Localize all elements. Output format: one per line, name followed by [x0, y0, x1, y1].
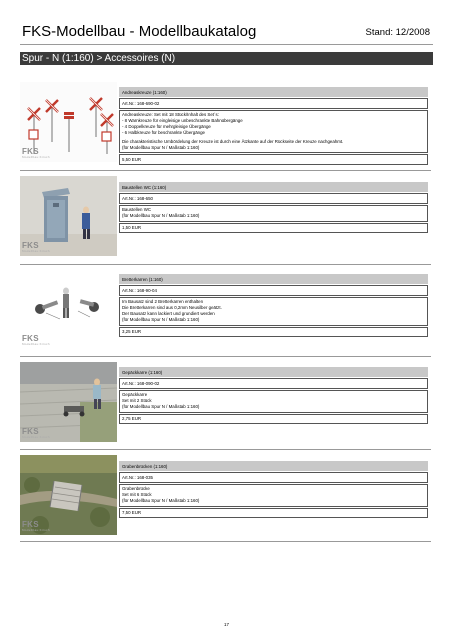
product-name: Baustellen WC (1:160): [119, 182, 428, 192]
description-line: Die Bretterkarren sind aus 0,2mm Neusilber geätzt.: [122, 305, 222, 311]
product-photo: [20, 362, 117, 442]
watermark-logo: FKS Modellbau Kirsch: [22, 334, 50, 346]
product-name: Gepäckkarre (1:160): [119, 367, 428, 377]
watermark-logo: FKS Modellbau Kirsch: [22, 241, 50, 253]
description-line: (für Modellbau Spur N / Maßstab 1:160): [122, 213, 200, 219]
catalog-title: FKS-Modellbau - Modellbaukatalog: [22, 23, 257, 40]
description-line: (für Modellbau Spur N / Maßstab 1:160): [122, 498, 200, 504]
product-description: [119, 110, 428, 154]
description-line: Grabenbrücke: [122, 486, 150, 492]
item-divider: [20, 541, 431, 542]
watermark-logo: FKS Modellbau Kirsch: [22, 427, 50, 439]
article-number: Art.Nr.: 168-90-04: [119, 285, 428, 295]
description-line: (für Modellbau Spur N / Maßstab 1:160): [122, 317, 200, 323]
product-info: [119, 274, 428, 337]
description-line: Die charakteristische Umbördelung der Kreuze ist durch eine Ätzkante auf der Rückseite der Kreuze nachgeahmt.: [122, 138, 344, 144]
product-description: [119, 297, 428, 326]
product-info: [119, 87, 428, 165]
description-line: - 4 Doppelkreuze für mehrgleisige Übergänge: [122, 124, 211, 130]
description-line: - 8 Warnkreuze für eingleisige unbeschrankte Bahnübergänge: [122, 118, 243, 124]
product-description: [119, 390, 428, 413]
watermark-logo: FKS Modellbau Kirsch: [22, 520, 50, 532]
product-price: 5,50 EUR: [119, 154, 428, 164]
page-number: 17: [223, 622, 229, 627]
item-divider: [20, 170, 431, 171]
product-description: [119, 484, 428, 507]
description-line: Set mit 2 Stück: [122, 398, 152, 404]
product-photo: [20, 455, 117, 535]
catalog-date: Stand: 12/2008: [365, 27, 430, 38]
product-name: Bretterkarren (1:160): [119, 274, 428, 284]
item-divider: [20, 449, 431, 450]
product-photo: [20, 269, 117, 349]
product-price: 1,50 EUR: [119, 223, 428, 233]
description-line: Gepäckkarre: [122, 392, 148, 398]
product-photo: [20, 176, 117, 256]
article-number: Art.Nr.: 168-650: [119, 193, 428, 203]
item-divider: [20, 356, 431, 357]
product-info: [119, 182, 428, 233]
product-name: Grabenbrücken (1:160): [119, 461, 428, 471]
header-divider: [20, 44, 433, 45]
description-line: Der Bausatz kann lackiert und grundiert werden: [122, 311, 215, 317]
product-name: Andreaskreuze (1:160): [119, 87, 428, 97]
description-line: - 6 Halbkreuze für beschrankte Übergänge: [122, 130, 205, 136]
description-line: (für Modellbau Spur N / Maßstab 1:160): [122, 404, 200, 410]
product-price: 2,75 EUR: [119, 414, 428, 424]
product-info: [119, 461, 428, 518]
product-price: 3,25 EUR: [119, 327, 428, 337]
description-line: Set mit 6 Stück: [122, 492, 152, 498]
item-divider: [20, 264, 431, 265]
watermark-logo: FKS Modellbau Kirsch: [22, 147, 50, 159]
description-line: Baustellen WC: [122, 207, 152, 213]
product-photo: [20, 82, 117, 162]
description-line: Im Bausatz sind 2 Bretterkarren enthalten: [122, 299, 204, 305]
description-line: (für Modellbau Spur N / Maßstab 1:160): [122, 144, 200, 150]
article-number: Art.Nr.: 168-690-02: [119, 98, 428, 108]
article-number: Art.Nr.: 168-090-02: [119, 378, 428, 388]
product-price: 7,50 EUR: [119, 508, 428, 518]
section-heading: Spur - N (1:160) > Accessoires (N): [20, 52, 433, 65]
product-info: [119, 367, 428, 424]
product-description: [119, 205, 428, 222]
article-number: Art.Nr.: 168-035: [119, 472, 428, 482]
description-line: Andreaskreuze: Set mit 18 Stück/Inhalt des Set´s:: [122, 112, 219, 118]
